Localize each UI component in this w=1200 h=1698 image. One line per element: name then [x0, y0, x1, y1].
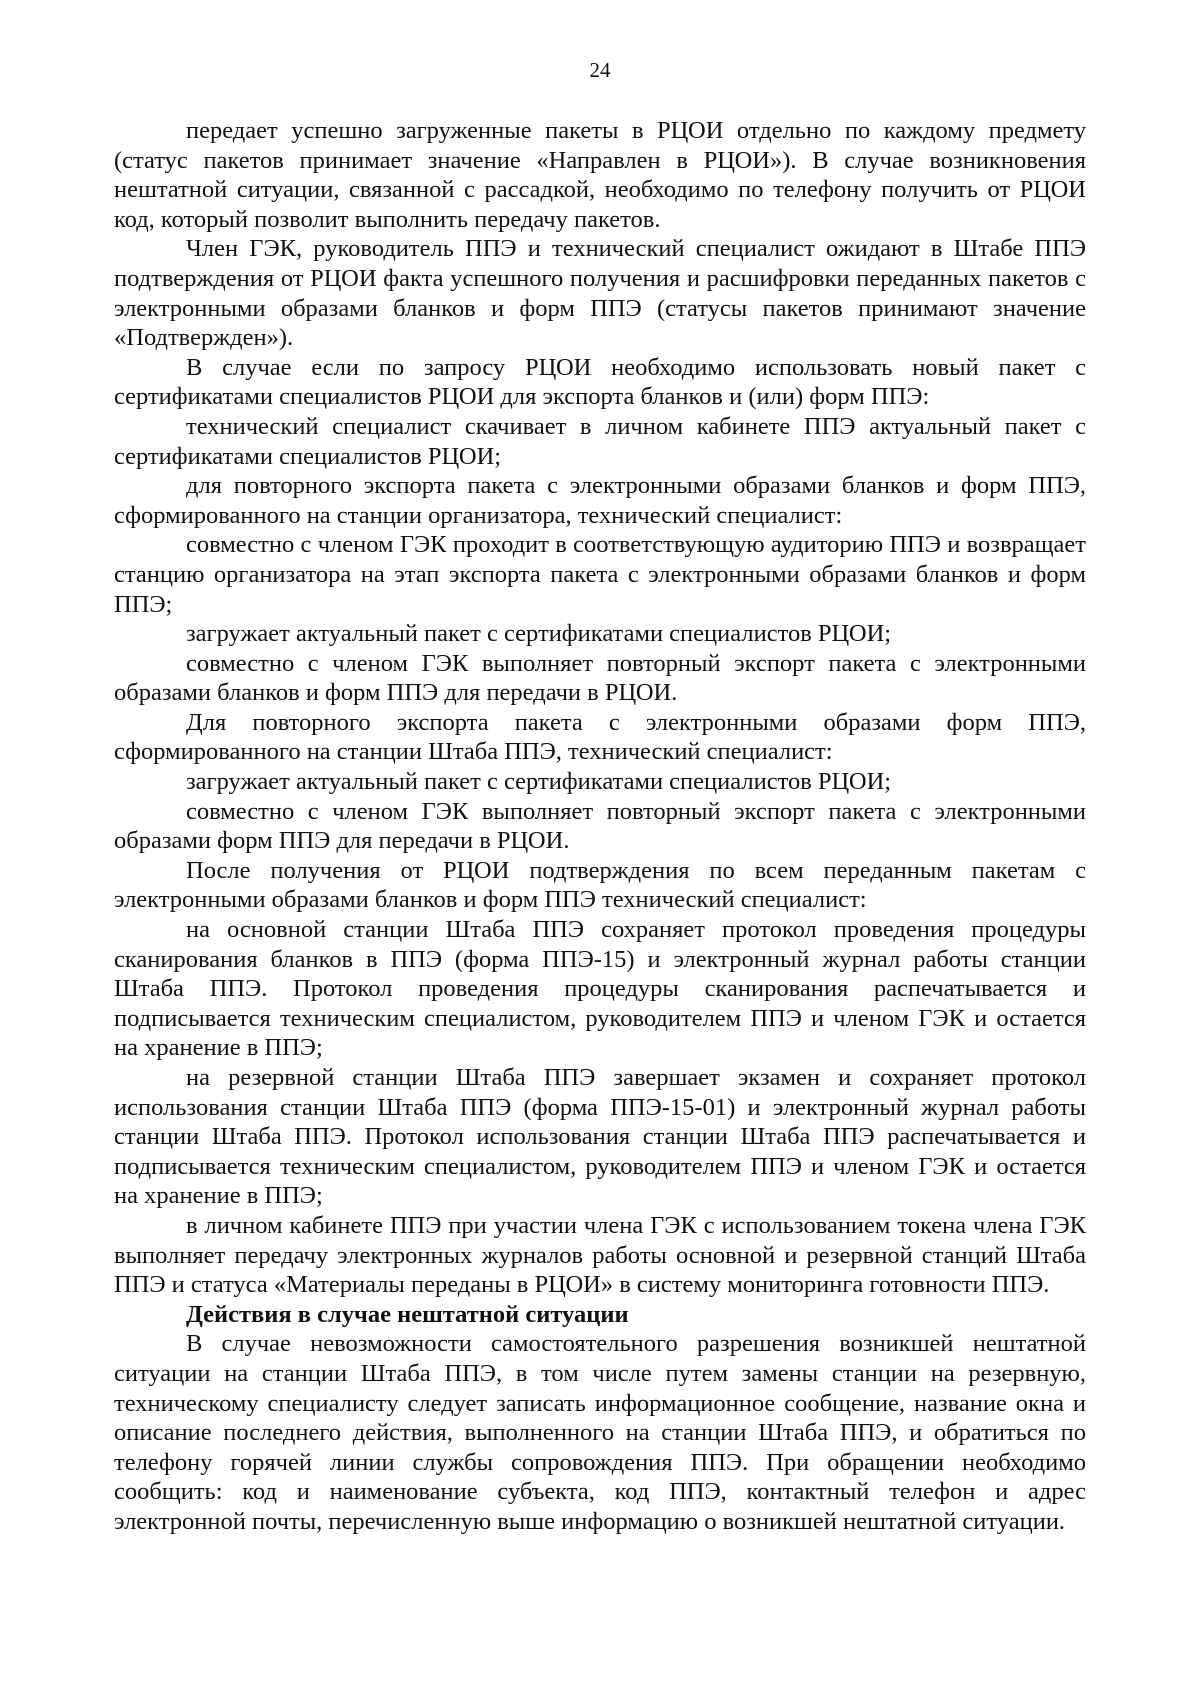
paragraph-download-certificates: технический специалист скачивает в личном кабинете ППЭ актуальный пакет с сертификатами специалистов РЦОИ;: [114, 412, 1086, 470]
paragraph-reexport-organizer-station: для повторного экспорта пакета с электронными образами бланков и форм ППЭ, сформированного на станции организатора, технический специалист:: [114, 472, 1086, 529]
document-body: [114, 116, 1086, 1537]
paragraph-after-confirmation: После получения от РЦОИ подтверждения по всем переданным пакетам с электронными образами бланков и форм ППЭ технический специалист:: [114, 856, 1086, 914]
section-heading: Действия в случае нештатной ситуации: [186, 1300, 629, 1328]
paragraph-load-certificates-2: загружает актуальный пакет с сертификатами специалистов РЦОИ;: [186, 768, 892, 796]
paragraph-new-certificate-package: В случае если по запросу РЦОИ необходимо использовать новый пакет с сертификатами специалистов РЦОИ для экспорта бланков и (или) форм ППЭ:: [114, 353, 1086, 411]
page-number: 24: [589, 58, 611, 82]
paragraph-reexport-hq-station: Для повторного экспорта пакета с электронными образами форм ППЭ, сформированного на станции Штаба ППЭ, технический специалист:: [114, 708, 1086, 766]
paragraph-main-station: на основной станции Штаба ППЭ сохраняет протокол проведения процедуры сканирования бланков в ППЭ (форма ППЭ-15) и электронный журнал работы станции Штаба ППЭ. Протокол проведения процедуры сканирования распечатывается и подписывается техническим специалистом, руководителем ППЭ и членом ГЭК и остается на хранение в ППЭ;: [114, 916, 1086, 1062]
paragraph-transfer-packages: передает успешно загруженные пакеты в РЦОИ отдельно по каждому предмету (статус пакетов принимает значение «Направлен в РЦОИ»). В случае возникновения нештатной ситуации, связанной с рассадкой, необходимо по телефону получить от РЦОИ код, который позволит выполнить передачу пакетов.: [114, 117, 1086, 233]
paragraph-load-certificates-1: загружает актуальный пакет с сертификатами специалистов РЦОИ;: [186, 620, 892, 648]
paragraph-reexport-blanks-forms: совместно с членом ГЭК выполняет повторный экспорт пакета с электронными образами бланков и форм ППЭ для передачи в РЦОИ.: [114, 649, 1086, 707]
paragraph-return-to-export-stage: совместно с членом ГЭК проходит в соответствующую аудиторию ППЭ и возвращает станцию организатора на этап экспорта пакета с электронными образами бланков и форм ППЭ;: [114, 531, 1086, 618]
paragraph-await-confirmation: Член ГЭК, руководитель ППЭ и технический специалист ожидают в Штабе ППЭ подтверждения от РЦОИ факта успешного получения и расшифровки переданных пакетов с электронными образами бланков и форм ППЭ (статусы пакетов принимают значение «Подтвержден»).: [114, 235, 1086, 352]
paragraph-personal-cabinet: в личном кабинете ППЭ при участии члена ГЭК с использованием токена члена ГЭК выполняет передачу электронных журналов работы основной и резервной станций Штаба ППЭ и статуса «Материалы переданы в РЦОИ» в систему мониторинга готовности ППЭ.: [114, 1211, 1086, 1299]
paragraph-emergency-instructions: В случае невозможности самостоятельного разрешения возникшей нештатной ситуации на станции Штаба ППЭ, в том числе путем замены станции на резервную, техническому специалисту следует записать информационное сообщение, название окна и описание последнего действия, выполненного на станции Штаба ППЭ, и обратиться по телефону горячей линии службы сопровождения ППЭ. При обращении необходимо сообщить: код и наименование субъекта, код ППЭ, контактный телефон и адрес электронной почты, перечисленную выше информацию о возникшей нештатной ситуации.: [114, 1330, 1086, 1535]
paragraph-reexport-forms: совместно с членом ГЭК выполняет повторный экспорт пакета с электронными образами форм ППЭ для передачи в РЦОИ.: [114, 797, 1086, 855]
paragraph-reserve-station: на резервной станции Штаба ППЭ завершает экзамен и сохраняет протокол использования станции Штаба ППЭ (форма ППЭ-15-01) и электронный журнал работы станции Штаба ППЭ. Протокол использования станции Штаба ППЭ распечатывается и подписывается техническим специалистом, руководителем ППЭ и членом ГЭК и остается на хранение в ППЭ;: [114, 1064, 1086, 1210]
